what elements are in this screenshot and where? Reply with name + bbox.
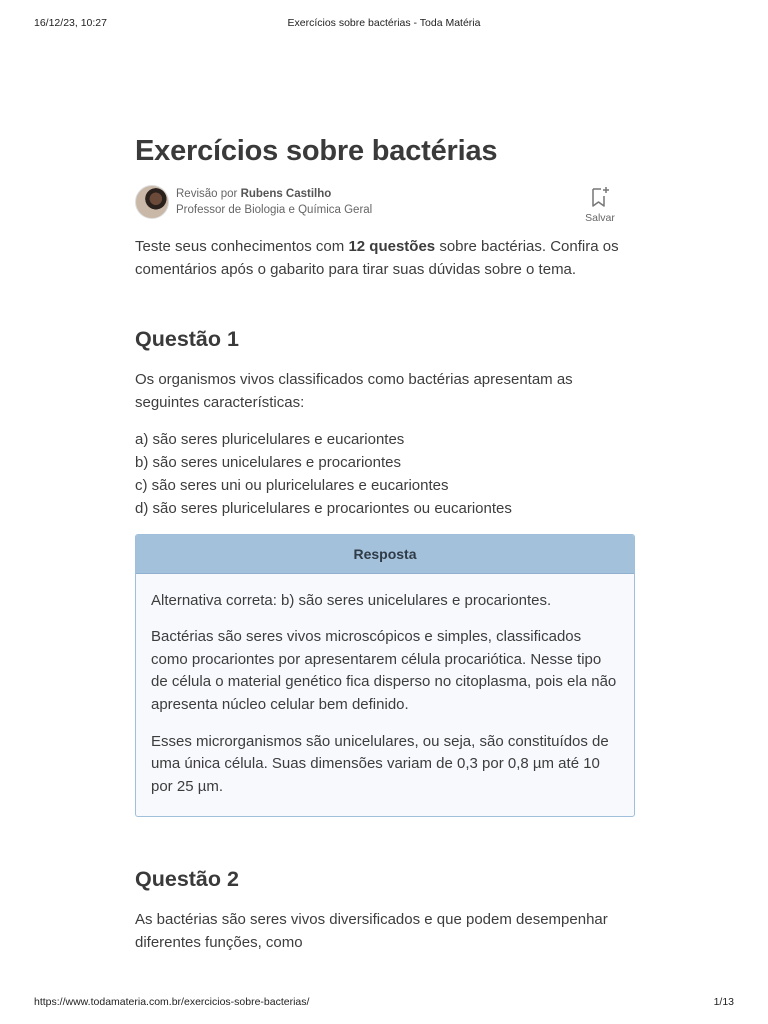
print-footer <box>34 996 734 1010</box>
question-2-text: As bactérias são seres vivos diversificados e que podem desempenhar diferentes funções, como <box>135 911 608 951</box>
intro-paragraph <box>135 236 635 281</box>
author-line <box>176 186 372 202</box>
author-prefix: Revisão por <box>176 188 241 200</box>
author-text <box>176 186 372 218</box>
author-role: Professor de Biologia e Química Geral <box>176 204 373 216</box>
option-c: c) são seres uni ou pluricelulares e eucariontes <box>135 476 449 494</box>
answer-paragraph: Bactérias são seres vivos microscópicos e simples, classificados como procariontes por apresentarem célula procariótica. Nesse tipo de célula o material genético fica disperso no citoplasma, pois ela não apresenta núcleo celular bem definido. <box>151 628 617 713</box>
article <box>135 130 635 955</box>
option-b: b) são seres unicelulares e procariontes <box>135 454 401 472</box>
question-1-options <box>135 429 635 520</box>
answer-box <box>135 534 635 818</box>
option-a: a) são seres pluricelulares e eucariontes <box>135 431 405 449</box>
article-title: Exercícios sobre bactérias <box>135 135 498 167</box>
author-name[interactable]: Rubens Castilho <box>240 188 332 200</box>
answer-paragraph: Esses microrganismos são unicelulares, ou seja, são constituídos de uma única célula. Suas dimensões variam de 0,3 por 0,8 µm até 10 por 25 µm. <box>151 732 609 795</box>
save-button[interactable] <box>580 185 620 224</box>
question-1-text: Os organismos vivos classificados como bactérias apresentam as seguintes características: <box>135 371 573 411</box>
option-d: d) são seres pluricelulares e procariontes ou eucariontes <box>135 499 512 517</box>
bookmark-add-icon <box>589 185 611 209</box>
answer-body <box>136 574 634 817</box>
print-header <box>34 17 734 31</box>
intro-bold: 12 questões <box>348 238 436 255</box>
intro-before: Teste seus conhecimentos com <box>135 238 349 255</box>
intro-after: sobre bactérias. Confira os comentários após o gabarito para tirar suas dúvidas sobre o tema. <box>135 238 619 278</box>
answer-toggle-button[interactable]: Resposta <box>136 535 634 574</box>
print-date: 16/12/23, 10:27 <box>34 17 107 29</box>
author-avatar[interactable] <box>135 185 169 219</box>
question-2-title: Questão 2 <box>135 867 239 892</box>
print-page-title: Exercícios sobre bactérias - Toda Matéria <box>287 17 481 29</box>
author-info <box>135 185 635 227</box>
save-label: Salvar <box>585 212 615 224</box>
question-1-title: Questão 1 <box>135 327 239 352</box>
page-number: 1/13 <box>713 996 734 1008</box>
answer-correct: Alternativa correta: b) são seres unicelulares e procariontes. <box>151 591 552 609</box>
print-url: https://www.todamateria.com.br/exercicios-sobre-bacterias/ <box>34 996 310 1008</box>
